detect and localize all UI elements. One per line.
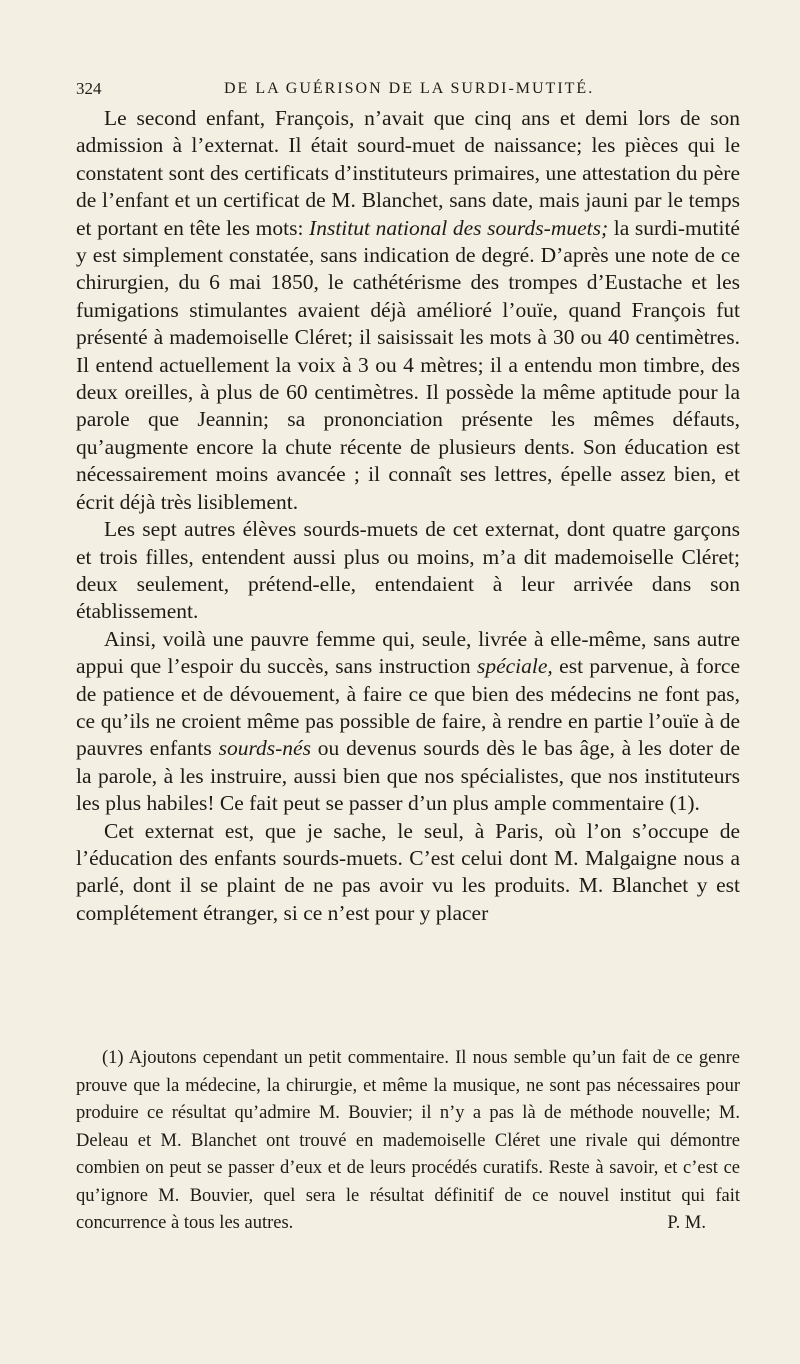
paragraph-text: ou devenus sourds dès le bas âge, à les doter de la parole, à les instruire, aussi bien que nos spécialistes, que nos instituteurs les plus habiles! Ce fait peut se passer d’un plus ample commentaire (1).	[76, 736, 740, 816]
paragraph-text: Ainsi, voilà une pauvre femme qui, seule, livrée à elle-même, sans autre appui que l’espoir du succès, sans instruction	[76, 626, 740, 679]
page-number: 324	[76, 79, 102, 98]
footnote-text: (1) Ajoutons cependant un petit commentaire. Il nous semble qu’un fait de ce genre prouve que la médecine, la chirurgie, et même la musique, ne sont pas nécessaires pour produire ce résultat qu’admire M. Bouvier; il n’y a pas là de méthode nouvelle; M. Deleau et M. Blanchet ont trouvé en mademoiselle Cléret une rivale qui démontre combien on peut se passer d’eux et de leurs procédés curatifs. Reste à savoir, et c’est ce qu’ignore M. Bouvier, quel sera le résultat définitif de ce nouvel institut qui fait concurrence à tous les autres.	[76, 1048, 740, 1233]
footnote	[76, 1045, 740, 1238]
paragraph-text: Cet externat est, que je sache, le seul, à Paris, où l’on s’occupe de l’éducation des enfants sourds-muets. C’est celui dont M. Malgaigne nous a parlé, dont il se plaint de ne pas avoir vu les produits. M. Blanchet y est complétement étranger, si ce n’est pour y placer	[76, 818, 740, 925]
paragraph	[76, 818, 740, 928]
italic-text: sourds-nés	[218, 736, 311, 761]
running-title: DE LA GUÉRISON DE LA SURDI-MUTITÉ.	[224, 80, 595, 97]
paragraph	[76, 105, 740, 516]
paragraph	[76, 516, 740, 626]
paragraph-text: Les sept autres élèves sourds-muets de cet externat, dont quatre garçons et trois filles, entendent aussi plus ou moins, m’a dit mademoiselle Cléret; deux seulement, prétend-elle, entendaient à leur arrivée dans son établissement.	[76, 517, 740, 624]
paragraph-text: Le second enfant, François, n’avait que cinq ans et demi lors de son admission à l’externat. Il était sourd-muet de naissance; les pièces qui le constatent sont des certificats d’instituteurs primaires, une attestation du père de l’enfant et un certificat de M. Blanchet, sans date, mais jauni par le temps et portant en tête les mots:	[76, 106, 740, 240]
footnote-signature: P. M.	[667, 1213, 706, 1233]
footnote-text-block	[76, 1045, 740, 1238]
italic-text: Institut national des sourds-muets;	[309, 215, 609, 240]
running-head	[76, 74, 736, 104]
paragraph	[76, 626, 740, 818]
body-text	[76, 105, 740, 927]
paragraph-text: est parvenue, à force de patience et de dévouement, à faire ce que bien des médecins ne font pas, ce qu’ils ne croient même pas possible de faire, à rendre en partie l’ouïe à de pauvres enfants	[76, 654, 740, 761]
italic-text: spéciale,	[476, 654, 553, 679]
paragraph-text: la surdi-mutité y est simplement constatée, sans indication de degré. D’après une note de ce chirurgien, du 6 mai 1850, le cathétérisme des trompes d’Eustache et les fumigations stimulantes avaient déjà amélioré l’ouïe, quand François fut présenté à mademoiselle Cléret; il saisissait les mots à 30 ou 40 centimètres. Il entend actuellement la voix à 3 ou 4 mètres; il a entendu mon timbre, des deux oreilles, à plus de 60 centimètres. Il possède la même aptitude pour la parole que Jeannin; sa prononciation présente les mêmes défauts, qu’augmente encore la chute récente de plusieurs dents. Son éducation est nécessairement moins avancée ; il connaît ses lettres, épelle assez bien, et écrit déjà très lisiblement.	[76, 215, 740, 514]
